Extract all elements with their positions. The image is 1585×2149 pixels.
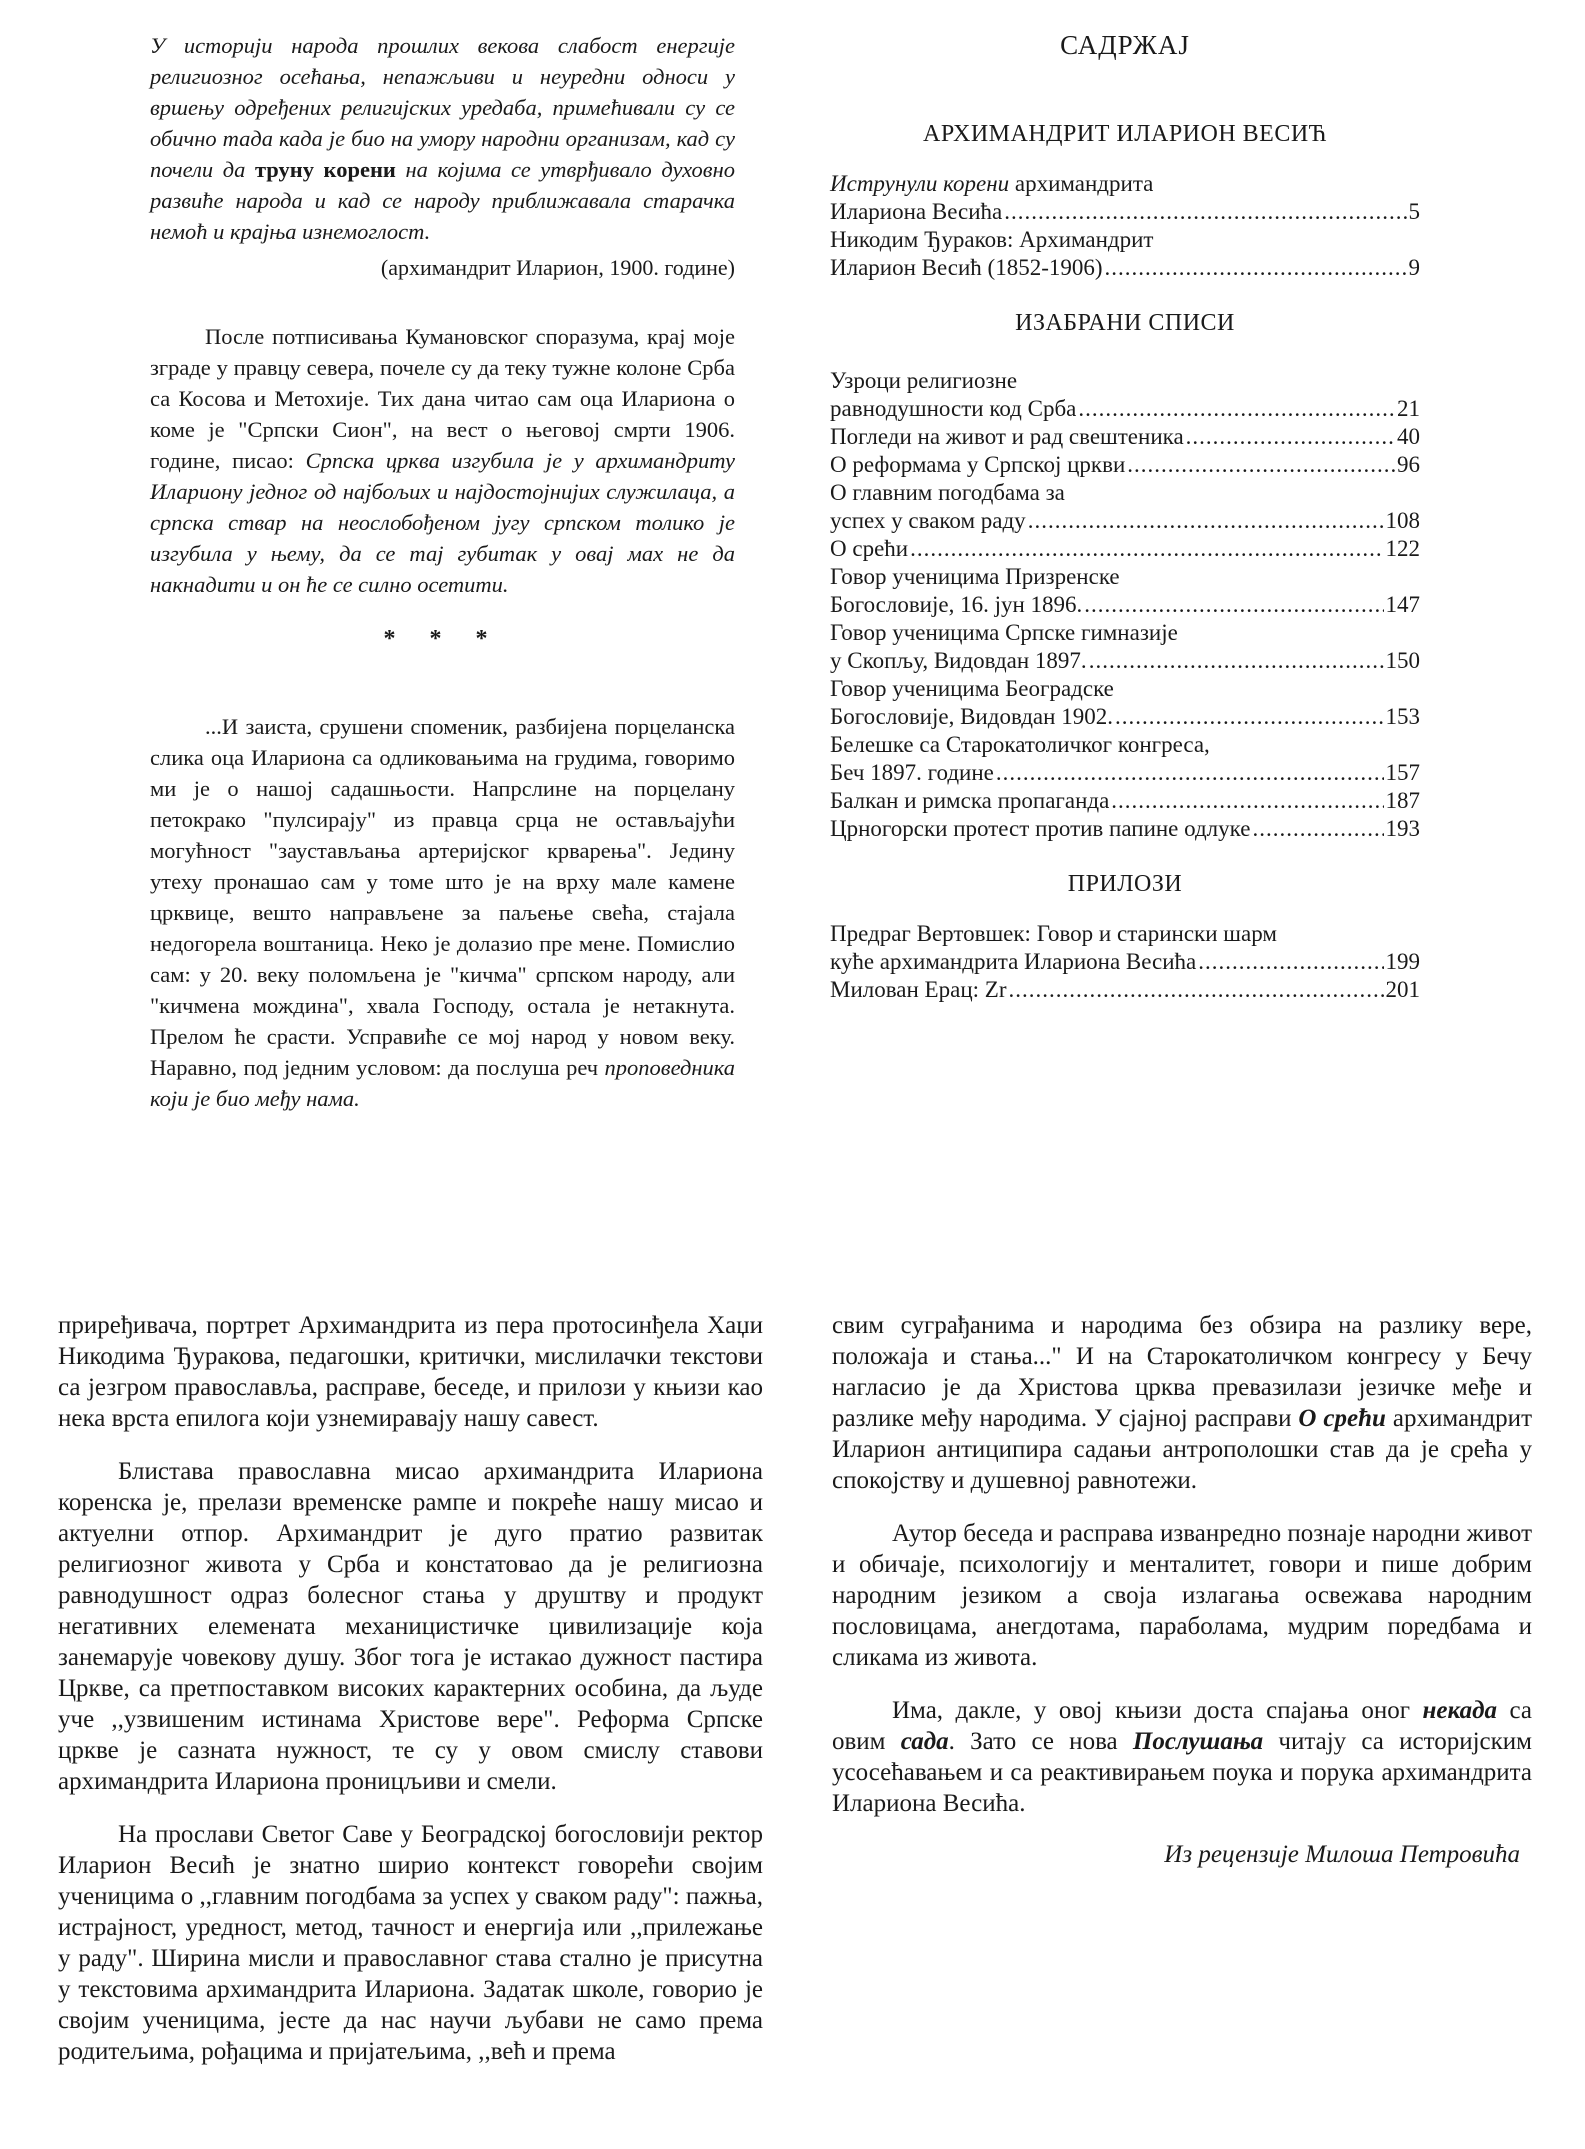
toc-entry-text: Узроци религиозне bbox=[830, 368, 1018, 393]
toc-entry[interactable] bbox=[830, 675, 1420, 731]
toc-page-number: 5 bbox=[1408, 199, 1420, 224]
toc-page-number: 96 bbox=[1397, 452, 1420, 477]
toc-leader-dots bbox=[1008, 976, 1383, 1004]
toc-entry-line bbox=[830, 976, 1420, 1004]
toc-entry-line bbox=[830, 787, 1420, 815]
toc-entry-text: Никодим Ђураков: Архимандрит bbox=[830, 227, 1154, 252]
review-text: . Зато се нова bbox=[948, 1728, 1133, 1755]
toc-entry-text: Иларион Весић (1852-1906) bbox=[830, 255, 1103, 280]
review-paragraph-3: На прослави Светог Саве у Београдској богословији ректор Иларион Весић је знатно ширио контекст говорећи својим ученицима о ,,главним погодбама за успех у сваком раду": пажња, истрајност, уредност, метод, тачност и енергија или ,,прилежање у раду". Ширина мисли и православног става стално је присутна у текстовима архимандрита Илариона. Задатак школе, говорио је својим ученицима, јесте да нас научи љубави не само према родитељима, рођацима и пријатељима, ,,већ и према bbox=[58, 1821, 763, 2065]
toc-list bbox=[830, 367, 1420, 843]
intro-text: После потписивања Кумановског споразума, крај моје зграде у правцу севера, почеле су да теку тужне колоне Срба са Косова и Метохије. Тих дана читао сам оца Илариона о коме је "Српски Сион", на вест о његовој смрти 1906. године, писао: bbox=[150, 324, 735, 473]
toc-entry-line bbox=[830, 647, 1420, 675]
toc-leader-dots bbox=[1186, 423, 1395, 451]
toc-entry[interactable] bbox=[830, 563, 1420, 619]
toc-page-number: 40 bbox=[1397, 424, 1420, 449]
toc-entry-line bbox=[830, 948, 1420, 976]
toc-entry-text: Говор ученицима Призренске bbox=[830, 564, 1120, 589]
toc-entry-text: Црногорски протест против папине одлуке bbox=[830, 816, 1251, 841]
toc-entry[interactable] bbox=[830, 815, 1420, 843]
epigraph-text: У историји народа прошлих векова слабост енергије религиозног осећања, непажљиви и неуредни односи у вршењу одређених религијских уредаба, примећивали су се обично тада када је био на умору народни организам, кад су почели да bbox=[150, 33, 735, 182]
review-text: свим суграђанима и народима без обзира на разлику вере, положаја и стања..." И на Старокатоличком конгресу у Бечу нагласио је да Христова црква превазилази језичке међе и разлике међу народима. У сјајној расправи bbox=[832, 1312, 1532, 1432]
toc-leader-dots bbox=[996, 759, 1384, 787]
toc-leader-dots bbox=[1127, 451, 1395, 479]
toc-entry-line bbox=[830, 759, 1420, 787]
review-emphasis: сада bbox=[900, 1728, 949, 1755]
toc-entry[interactable] bbox=[830, 976, 1420, 1004]
toc-entry-text: О реформама у Српској цркви bbox=[830, 452, 1126, 477]
toc-page-number: 201 bbox=[1385, 977, 1420, 1002]
toc-entry-line bbox=[830, 731, 1420, 759]
toc-page-number: 108 bbox=[1385, 508, 1420, 533]
review-emphasis: некада bbox=[1422, 1697, 1497, 1724]
memorial-text: ...И заиста, срушени споменик, разбијена порцеланска слика оца Илариона са одликовањима на грудима, говоримо ми је о нашој садашњости. Напрслине на порцелану петокрако "пулсирају" из правца срца не остављајући могућност "заустављања артеријског крварења". Једину утеху пронашао сам у томе што је на врху мале камене црквице, вешто направљене за паљење свећа, стајала недогорела воштаница. Неко је долазио пре мене. Помислио сам: у 20. веку поломљена је "кичма" српском народу, али "кичмена мождина", хвала Господу, остала је нетакнута. Прелом ће срасти. Усправиће се мој народ у новом веку. Наравно, под једним условом: да послуша реч bbox=[150, 714, 735, 1080]
toc-entry[interactable] bbox=[830, 367, 1420, 423]
toc-entry-line bbox=[830, 395, 1420, 423]
toc-entry-text: Предраг Вертовшек: Говор и старински шарм bbox=[830, 921, 1277, 946]
toc-list bbox=[830, 170, 1420, 282]
toc-entry-text: у Скопљу, Видовдан 1897. bbox=[830, 648, 1087, 673]
review-paragraph-5: Аутор беседа и расправа изванредно познаје народни живот и обичаје, психологију и менталитет, говори и пише добрим народним језиком а своја излагања освежава народним пословицама, анегдотама, параболама, мудрим поредбама и сликама из живота. bbox=[832, 1520, 1532, 1671]
toc-leader-dots bbox=[910, 535, 1383, 563]
toc-entry-line bbox=[830, 451, 1420, 479]
toc-entry-line bbox=[830, 703, 1420, 731]
intro-paragraph bbox=[150, 321, 735, 600]
toc-leader-dots bbox=[1252, 815, 1383, 843]
toc-entry[interactable] bbox=[830, 423, 1420, 451]
bottom-right-page bbox=[832, 1310, 1532, 2140]
toc-entry-text: О срећи bbox=[830, 536, 909, 561]
toc-entry-text: Богословије, 16. јун 1896. bbox=[830, 592, 1083, 617]
toc-page-number: 153 bbox=[1385, 704, 1420, 729]
intro-quote: Српска црква изгубила је у архимандриту Илариону једног од најбољих и најдостојнијих служилаца, а српска ствар на неослобођеном југу српском толико је изгубила у њему, да се тај губитак у овај мах не да накнадити и он ће се силно осетити. bbox=[150, 448, 735, 597]
review-text: читају са историјским усосећавањем и са реактивирањем поука и порука архимандрита Илариона Весића. bbox=[832, 1728, 1532, 1817]
toc-leader-dots bbox=[1105, 254, 1407, 282]
toc-entry-text: Белешке са Старокатоличког конгреса, bbox=[830, 732, 1210, 757]
toc-leader-dots bbox=[1198, 948, 1383, 976]
toc-page-number: 187 bbox=[1385, 788, 1420, 813]
review-emphasis: Послушања bbox=[1132, 1728, 1264, 1755]
top-left-page bbox=[150, 30, 735, 1111]
toc-entry-line bbox=[830, 198, 1420, 226]
toc-entry-line bbox=[830, 254, 1420, 282]
toc-entry[interactable] bbox=[830, 619, 1420, 675]
toc-entry[interactable] bbox=[830, 535, 1420, 563]
review-text: архимандрит Иларион антиципира садањи антрополошки став да је срећа у спокојству и душевној равнотежи. bbox=[832, 1405, 1532, 1494]
toc-entry-line bbox=[830, 507, 1420, 535]
toc-entry-text: Милован Ерац: Zr bbox=[830, 977, 1007, 1002]
review-paragraph-2: Блистава православна мисао архимандрита Илариона коренска је, прелази временске рампе и покреће нашу мисао и актуелни отпор. Архимандрит је дуго пратио развитак религиозног живота у Срба и констатовао да је религиозна равнодушност одраз болесног стања у друштву и продукт негативних елемената механицистичке цивилизације која занемарује човекову душу. Због тога је истакао дужност пастира Цркве, са претпоставком високих карактерних особина, да људе уче ,,узвишеним истинама Христове вере". Реформа Српске цркве је сазната нужност, те су у овом смислу ставови архимандрита Илариона проницљиви и смели. bbox=[58, 1458, 763, 1795]
toc-entry[interactable] bbox=[830, 787, 1420, 815]
toc-entry-line bbox=[830, 535, 1420, 563]
review-text: са овим bbox=[832, 1697, 1532, 1755]
toc-leader-dots bbox=[1111, 787, 1383, 815]
toc-leader-dots bbox=[1115, 703, 1384, 731]
toc-entry-italic: Иструнули корени bbox=[830, 171, 1010, 196]
section-divider: * * * bbox=[383, 626, 502, 652]
toc-entry-text: О главним погодбама за bbox=[830, 480, 1065, 505]
toc-page-number: 122 bbox=[1385, 536, 1420, 561]
toc-page-number: 21 bbox=[1397, 396, 1420, 421]
toc-section-heading: АРХИМАНДРИТ ИЛАРИОН ВЕСИЋ bbox=[923, 121, 1327, 147]
toc-entry[interactable] bbox=[830, 920, 1420, 976]
toc-entry-text: Говор ученицима Београдске bbox=[830, 676, 1114, 701]
toc-entry-text: успех у сваком раду bbox=[830, 508, 1026, 533]
toc-entry-line bbox=[830, 563, 1420, 591]
toc-entry[interactable] bbox=[830, 479, 1420, 535]
epigraph-text-end: на којима се утврђивало духовно развиће народа и кад се народу приближавала старачка немоћ и крајња изнемоглост. bbox=[150, 157, 735, 244]
epigraph bbox=[150, 30, 735, 247]
toc-section-heading: ПРИЛОЗИ bbox=[1067, 871, 1183, 897]
toc-entry-line bbox=[830, 170, 1420, 198]
toc-entry-line bbox=[830, 591, 1420, 619]
epigraph-bold: труну корени bbox=[254, 157, 396, 182]
review-paragraph-1: приређивача, портрет Архимандрита из пера протосинђела Хаџи Никодима Ђуракова, педагошки, критички, мислилачки текстови са језгром православља, расправе, беседе, и прилози у књизи као нека врста епилога који узнемиравају нашу савест. bbox=[58, 1312, 763, 1432]
toc-entry-text: Говор ученицима Српске гимназије bbox=[830, 620, 1178, 645]
toc-entry-line bbox=[830, 920, 1420, 948]
toc-entry[interactable] bbox=[830, 170, 1420, 226]
toc-entry-line bbox=[830, 226, 1420, 254]
toc-entry-text: архимандрита bbox=[1009, 171, 1154, 196]
table-of-contents bbox=[830, 30, 1420, 1030]
toc-page-number: 193 bbox=[1385, 816, 1420, 841]
toc-leader-dots bbox=[1028, 507, 1384, 535]
memorial-paragraph bbox=[150, 711, 735, 1114]
toc-leader-dots bbox=[1004, 198, 1406, 226]
toc-leader-dots bbox=[1078, 395, 1395, 423]
toc-entry-text: Илариона Весића bbox=[830, 199, 1003, 224]
toc-page-number: 157 bbox=[1385, 760, 1420, 785]
toc-entry-line bbox=[830, 815, 1420, 843]
toc-entry-text: Беч 1897. године bbox=[830, 760, 994, 785]
review-paragraph-4 bbox=[832, 1310, 1532, 1496]
review-signature: Из рецензије Милоша Петровића bbox=[1164, 1841, 1520, 1868]
toc-entry-line bbox=[830, 367, 1420, 395]
toc-entry[interactable] bbox=[830, 226, 1420, 282]
toc-entry-text: куће архимандрита Илариона Весића bbox=[830, 949, 1197, 974]
toc-leader-dots bbox=[1084, 591, 1383, 619]
toc-entry-text: Балкан и римска пропаганда bbox=[830, 788, 1110, 813]
toc-entry-text: равнодушности код Срба bbox=[830, 396, 1077, 421]
memorial-italic: проповедника који је био међу нама. bbox=[150, 1055, 735, 1111]
toc-entry-text: Погледи на живот и рад свештеника bbox=[830, 424, 1184, 449]
toc-entry-line bbox=[830, 619, 1420, 647]
toc-section-heading: ИЗАБРАНИ СПИСИ bbox=[1015, 310, 1235, 336]
toc-body bbox=[830, 121, 1420, 1004]
epigraph-attribution: (архимандрит Иларион, 1900. године) bbox=[380, 255, 735, 280]
toc-leader-dots bbox=[1089, 647, 1384, 675]
toc-entry-line bbox=[830, 675, 1420, 703]
bottom-left-page bbox=[58, 1310, 763, 2140]
toc-list bbox=[830, 920, 1420, 1004]
toc-entry[interactable] bbox=[830, 731, 1420, 787]
toc-entry-line bbox=[830, 423, 1420, 451]
review-title-ref: О срећи bbox=[1298, 1405, 1386, 1432]
toc-page-number: 150 bbox=[1385, 648, 1420, 673]
toc-title: САДРЖАЈ bbox=[1060, 30, 1190, 60]
toc-entry-text: Богословије, Видовдан 1902. bbox=[830, 704, 1113, 729]
toc-page-number: 9 bbox=[1408, 255, 1420, 280]
review-paragraph-6 bbox=[832, 1695, 1532, 1819]
review-text: Има, дакле, у овој књизи доста спајања оног bbox=[892, 1697, 1423, 1724]
toc-entry-line bbox=[830, 479, 1420, 507]
toc-entry[interactable] bbox=[830, 451, 1420, 479]
toc-page-number: 147 bbox=[1385, 592, 1420, 617]
toc-page-number: 199 bbox=[1385, 949, 1420, 974]
